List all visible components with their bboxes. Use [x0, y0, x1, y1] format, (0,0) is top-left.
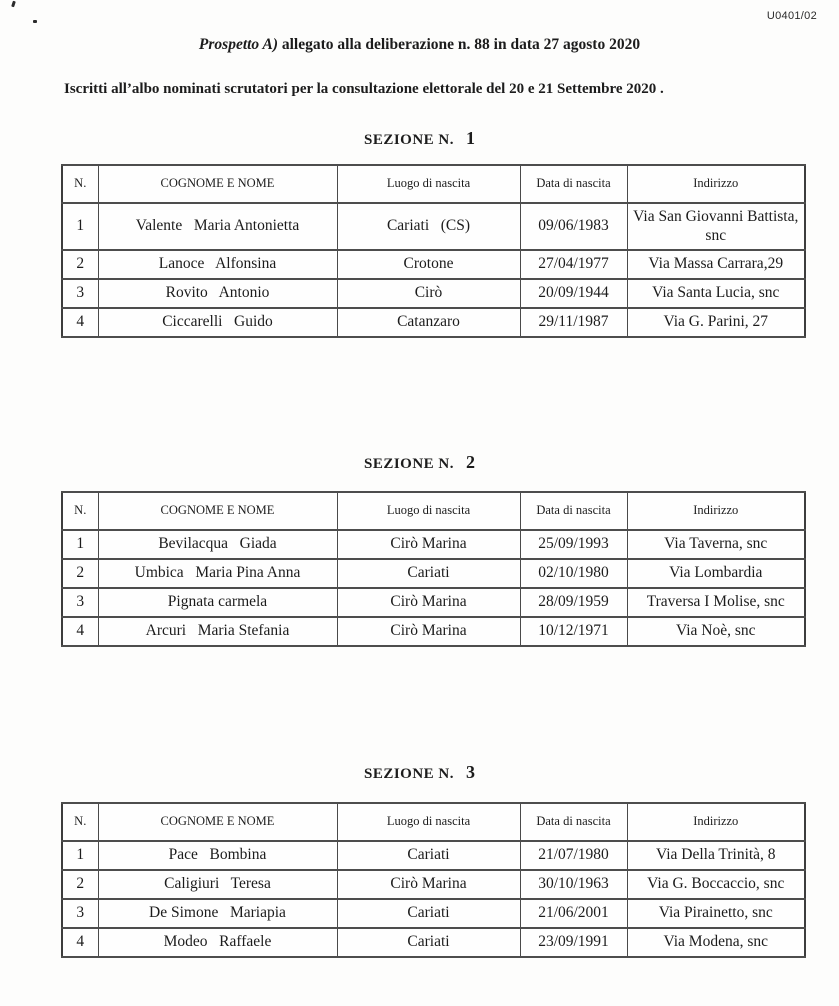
cell-address: Traversa I Molise, snc [627, 588, 805, 617]
cell-birthdate: 09/06/1983 [520, 203, 627, 250]
cell-birthplace: Cirò Marina [337, 530, 520, 559]
col-header-birthplace: Luogo di nascita [337, 803, 520, 841]
cell-number: 2 [62, 559, 98, 588]
cell-name: Rovito Antonio [98, 279, 337, 308]
table-header-row [62, 165, 805, 203]
cell-number: 1 [62, 530, 98, 559]
document-title [0, 36, 839, 54]
section-label: SEZIONE N. [363, 132, 455, 148]
table-row [62, 928, 805, 957]
table-header-row [62, 492, 805, 530]
cell-birthdate: 28/09/1959 [520, 588, 627, 617]
cell-address: Via Santa Lucia, snc [627, 279, 805, 308]
col-header-birthdate: Data di nascita [520, 165, 627, 203]
col-header-n: N. [62, 803, 98, 841]
col-header-n: N. [62, 492, 98, 530]
scan-artifact [33, 20, 37, 23]
cell-number: 1 [62, 203, 98, 250]
col-header-name: COGNOME E NOME [98, 165, 337, 203]
table-row [62, 559, 805, 588]
col-header-n: N. [62, 165, 98, 203]
cell-number: 3 [62, 279, 98, 308]
section-number: 1 [466, 128, 476, 148]
section-label: SEZIONE N. [363, 766, 455, 782]
scan-artifact [11, 1, 16, 8]
table-row [62, 308, 805, 337]
cell-address: Via Massa Carrara,29 [627, 250, 805, 279]
table-header-row [62, 803, 805, 841]
section-table-1 [61, 164, 806, 338]
document-subtitle: Iscritti all’albo nominati scrutatori per la consultazione elettorale del 20 e 21 Settembre 2020 . [64, 81, 664, 97]
cell-birthdate: 30/10/1963 [520, 870, 627, 899]
col-header-birthdate: Data di nascita [520, 492, 627, 530]
cell-birthdate: 21/07/1980 [520, 841, 627, 870]
col-header-address: Indirizzo [627, 803, 805, 841]
cell-address: Via Pirainetto, snc [627, 899, 805, 928]
cell-birthplace: Cariati [337, 559, 520, 588]
cell-number: 2 [62, 250, 98, 279]
section-heading-1 [0, 128, 839, 149]
cell-address: Via Noè, snc [627, 617, 805, 646]
table-row [62, 250, 805, 279]
cell-name: Arcuri Maria Stefania [98, 617, 337, 646]
document-code: U0401/02 [766, 10, 817, 22]
col-header-name: COGNOME E NOME [98, 803, 337, 841]
cell-address: Via G. Boccaccio, snc [627, 870, 805, 899]
cell-name: Valente Maria Antonietta [98, 203, 337, 250]
cell-birthdate: 23/09/1991 [520, 928, 627, 957]
cell-address: Via Modena, snc [627, 928, 805, 957]
col-header-birthdate: Data di nascita [520, 803, 627, 841]
cell-birthplace: Cariati [337, 928, 520, 957]
section-table-2 [61, 491, 806, 647]
cell-name: Umbica Maria Pina Anna [98, 559, 337, 588]
section-heading-2 [0, 452, 839, 473]
col-header-birthplace: Luogo di nascita [337, 165, 520, 203]
section-heading-3 [0, 762, 839, 783]
cell-name: Pignata carmela [98, 588, 337, 617]
cell-address: Via Lombardia [627, 559, 805, 588]
table-row [62, 279, 805, 308]
table-row [62, 617, 805, 646]
cell-birthdate: 29/11/1987 [520, 308, 627, 337]
cell-birthplace: Cirò Marina [337, 588, 520, 617]
cell-address: Via G. Parini, 27 [627, 308, 805, 337]
table-row [62, 530, 805, 559]
cell-birthplace: Cariati [337, 899, 520, 928]
table-row [62, 841, 805, 870]
cell-name: Ciccarelli Guido [98, 308, 337, 337]
cell-birthplace: Cirò Marina [337, 870, 520, 899]
cell-number: 4 [62, 928, 98, 957]
cell-birthdate: 10/12/1971 [520, 617, 627, 646]
cell-name: Modeo Raffaele [98, 928, 337, 957]
col-header-address: Indirizzo [627, 165, 805, 203]
section-table-3 [61, 802, 806, 958]
cell-birthplace: Cariati [337, 841, 520, 870]
cell-address: Via Taverna, snc [627, 530, 805, 559]
cell-name: Bevilacqua Giada [98, 530, 337, 559]
section-label: SEZIONE N. [363, 456, 455, 472]
cell-birthplace: Crotone [337, 250, 520, 279]
table-row [62, 899, 805, 928]
table-row [62, 588, 805, 617]
col-header-name: COGNOME E NOME [98, 492, 337, 530]
cell-birthdate: 27/04/1977 [520, 250, 627, 279]
table-row [62, 203, 805, 250]
cell-birthdate: 20/09/1944 [520, 279, 627, 308]
cell-number: 4 [62, 617, 98, 646]
cell-number: 2 [62, 870, 98, 899]
cell-number: 3 [62, 588, 98, 617]
cell-name: Caligiuri Teresa [98, 870, 337, 899]
col-header-address: Indirizzo [627, 492, 805, 530]
cell-name: Pace Bombina [98, 841, 337, 870]
document-title-emphasis: Prospetto A) [198, 36, 278, 53]
cell-address: Via Della Trinità, 8 [627, 841, 805, 870]
cell-address: Via San Giovanni Battista, snc [627, 203, 805, 250]
cell-name: De Simone Mariapia [98, 899, 337, 928]
cell-number: 3 [62, 899, 98, 928]
cell-number: 1 [62, 841, 98, 870]
cell-birthplace: Cirò [337, 279, 520, 308]
document-title-rest: allegato alla deliberazione n. 88 in data 27 agosto 2020 [277, 36, 641, 53]
section-number: 3 [466, 762, 476, 782]
cell-birthdate: 21/06/2001 [520, 899, 627, 928]
cell-name: Lanoce Alfonsina [98, 250, 337, 279]
cell-birthdate: 02/10/1980 [520, 559, 627, 588]
cell-birthplace: Cirò Marina [337, 617, 520, 646]
cell-birthdate: 25/09/1993 [520, 530, 627, 559]
table-row [62, 870, 805, 899]
col-header-birthplace: Luogo di nascita [337, 492, 520, 530]
cell-number: 4 [62, 308, 98, 337]
section-number: 2 [466, 452, 476, 472]
cell-birthplace: Catanzaro [337, 308, 520, 337]
cell-birthplace: Cariati (CS) [337, 203, 520, 250]
